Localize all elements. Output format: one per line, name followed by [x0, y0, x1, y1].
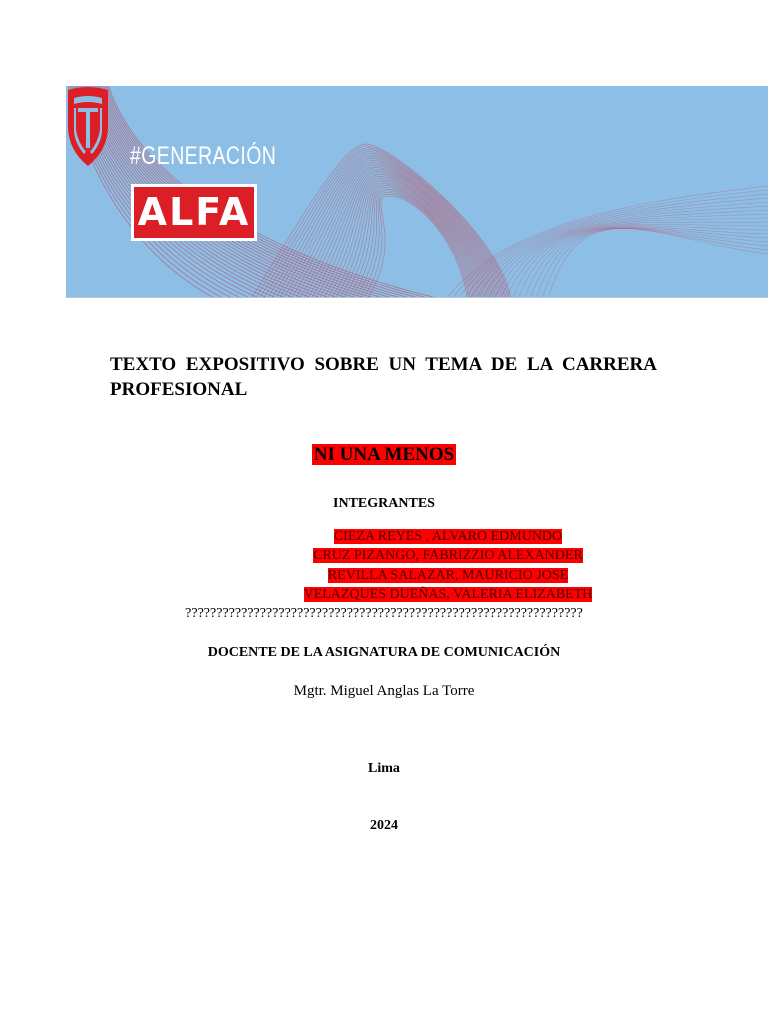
- document-subtitle: [0, 444, 768, 466]
- alfa-text: ALFA: [137, 190, 251, 234]
- member-name: VELAZQUES DUEÑAS, VALERIA ELIZABETH: [303, 587, 593, 602]
- teacher-heading: DOCENTE DE LA ASIGNATURA DE COMUNICACIÓN: [207, 645, 561, 660]
- members-heading: INTEGRANTES: [333, 496, 435, 511]
- member-3: [0, 567, 768, 585]
- cover-banner: [66, 86, 768, 298]
- member-name: CRUZ PIZANGO, FABRIZZIO ALEXANDER: [313, 548, 583, 563]
- alfa-badge: [131, 184, 257, 241]
- member-name: REVILLA SALAZAR, MAURICIO JOSE: [327, 568, 569, 583]
- member-2: [0, 547, 768, 565]
- member-1: [0, 528, 768, 546]
- year: 2024: [370, 818, 398, 833]
- member-4: [0, 586, 768, 604]
- document-title: TEXTO EXPOSITIVO SOBRE UN TEMA DE LA CARRERA PROFESIONAL: [110, 354, 657, 400]
- teacher-name: Mgtr. Miguel Anglas La Torre: [293, 683, 475, 699]
- banner-hashtag: #GENERACIÓN: [130, 142, 277, 170]
- city: Lima: [368, 761, 400, 776]
- placeholder-line: ????????????????????????????????????????????????????????????????: [185, 606, 583, 621]
- member-name: CIEZA REYES , ALVARO EDMUNDO: [333, 529, 563, 544]
- university-shield-logo-icon: [66, 86, 110, 168]
- subtitle-text: NI UNA MENOS: [313, 444, 455, 465]
